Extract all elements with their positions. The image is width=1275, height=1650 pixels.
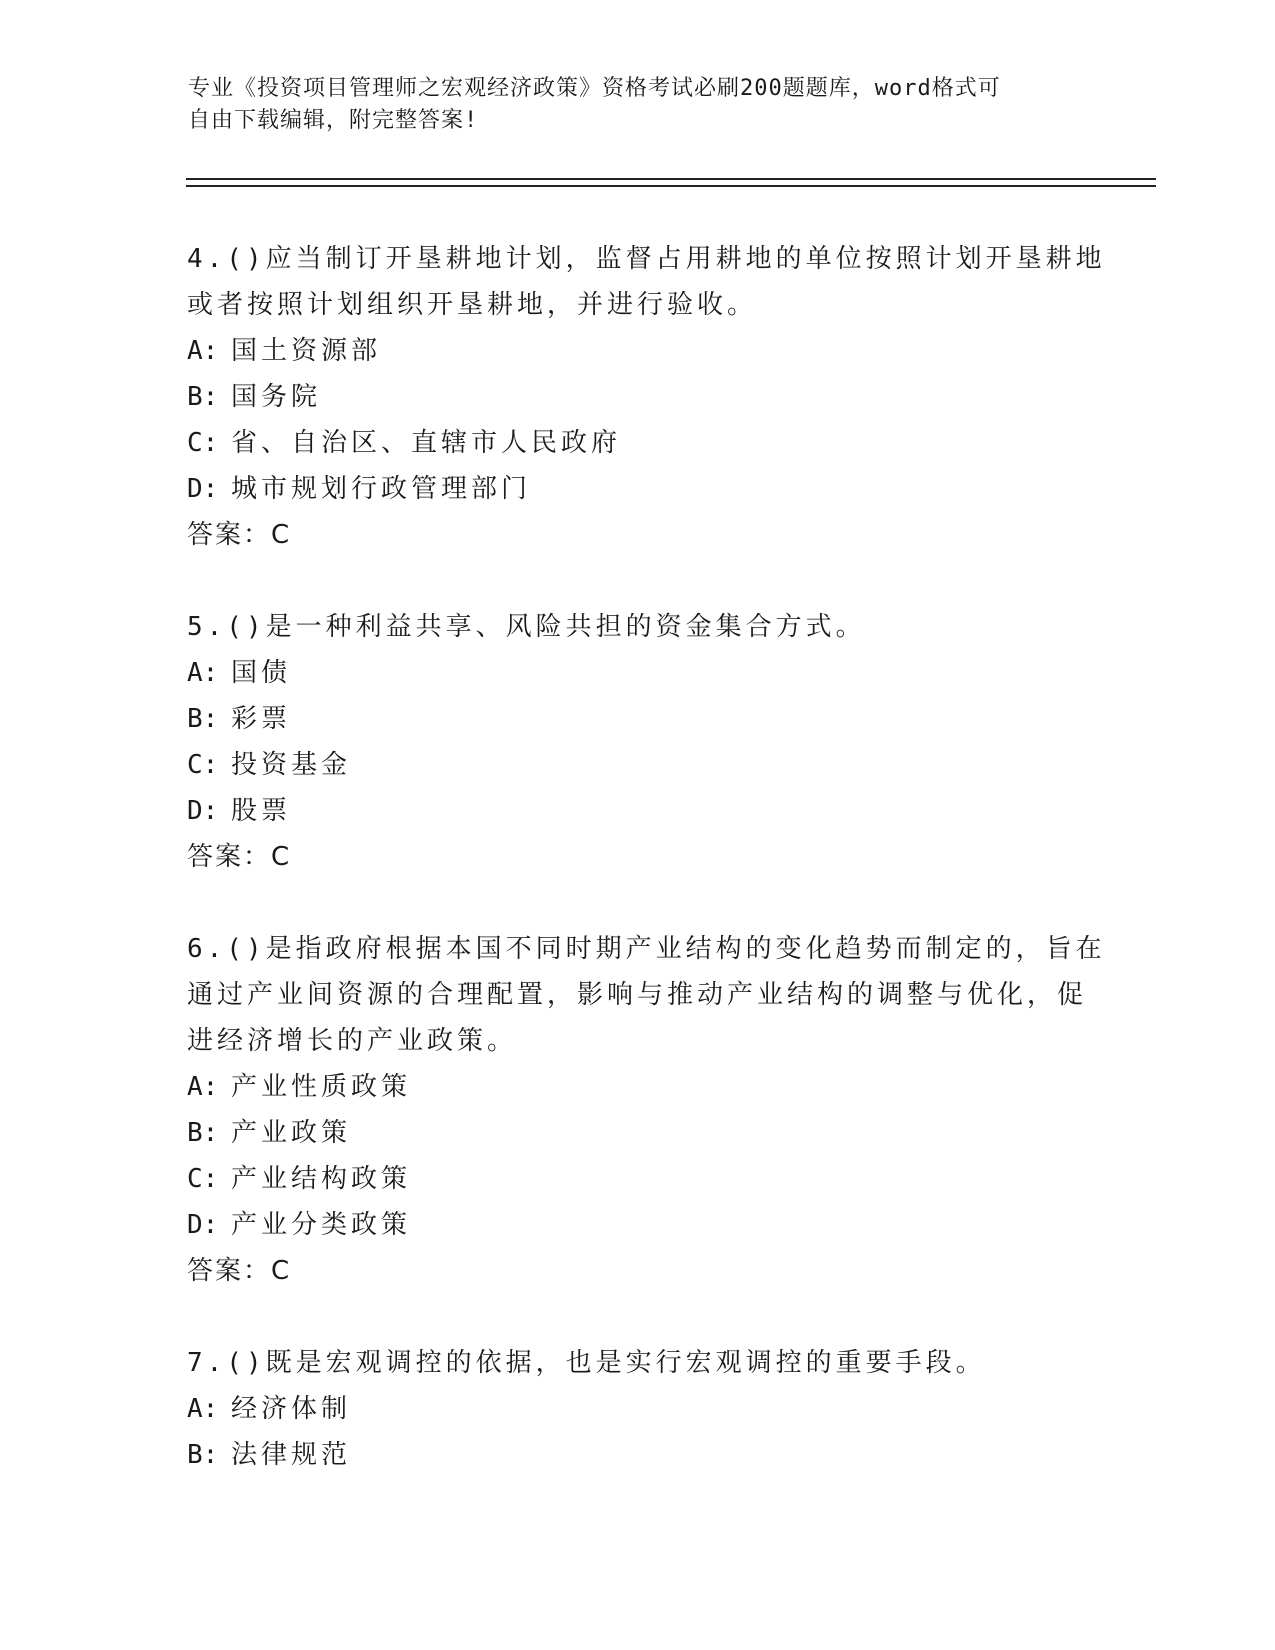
option-text: 国债 <box>231 658 292 688</box>
option-text: 国务院 <box>231 382 322 412</box>
option-label: A: <box>187 1394 219 1424</box>
option-text: 城市规划行政管理部门 <box>231 474 532 504</box>
question-list <box>187 236 1106 1524</box>
option-label: D: <box>187 1210 219 1240</box>
option-text: 投资基金 <box>231 750 352 780</box>
option-label: A: <box>187 658 219 688</box>
option-c <box>187 1156 1087 1202</box>
question-item <box>187 236 1106 558</box>
question-text <box>187 236 1106 328</box>
option-label: B: <box>187 704 219 734</box>
option-d <box>187 788 1087 834</box>
option-text: 彩票 <box>231 704 292 734</box>
option-b <box>187 696 1087 742</box>
question-line: 4.()应当制订开垦耕地计划，监督占用耕地的单位按照计划开垦耕地 <box>187 244 1106 274</box>
option-label: A: <box>187 336 219 366</box>
option-text: 产业性质政策 <box>231 1072 412 1102</box>
option-text: 产业分类政策 <box>231 1210 412 1240</box>
answer-line: 答案：C <box>187 1256 292 1286</box>
header-line: 专业《投资项目管理师之宏观经济政策》资格考试必刷200题题库，word格式可 <box>188 76 1001 101</box>
option-a <box>187 328 1087 374</box>
option-text: 产业政策 <box>231 1118 352 1148</box>
option-label: A: <box>187 1072 219 1102</box>
question-item <box>187 604 1087 880</box>
option-label: D: <box>187 474 219 504</box>
question-line: 7.()既是宏观调控的依据，也是实行宏观调控的重要手段。 <box>187 1348 986 1378</box>
header-divider <box>186 178 1156 187</box>
option-a <box>187 1386 1087 1432</box>
question-line: 进经济增长的产业政策。 <box>187 1026 518 1056</box>
option-b <box>187 374 1087 420</box>
option-label: D: <box>187 796 219 826</box>
question-line: 通过产业间资源的合理配置，影响与推动产业结构的调整与优化，促 <box>187 980 1088 1010</box>
option-text: 法律规范 <box>231 1440 352 1470</box>
option-label: C: <box>187 750 219 780</box>
option-text: 国土资源部 <box>231 336 382 366</box>
header-line: 自由下载编辑，附完整答案! <box>188 108 479 133</box>
answer-line: 答案：C <box>187 520 292 550</box>
answer-line: 答案：C <box>187 842 292 872</box>
option-label: C: <box>187 428 219 458</box>
question-item <box>187 926 1106 1294</box>
option-label: B: <box>187 382 219 412</box>
option-a <box>187 1064 1087 1110</box>
question-text <box>187 1340 1087 1386</box>
option-b <box>187 1432 1087 1478</box>
option-text: 经济体制 <box>231 1394 352 1424</box>
option-text: 产业结构政策 <box>231 1164 412 1194</box>
question-text <box>187 926 1106 1064</box>
option-label: B: <box>187 1118 219 1148</box>
option-text: 股票 <box>231 796 292 826</box>
question-line: 或者按照计划组织开垦耕地，并进行验收。 <box>187 290 758 320</box>
option-label: C: <box>187 1164 219 1194</box>
option-a <box>187 650 1087 696</box>
option-b <box>187 1110 1087 1156</box>
question-item <box>187 1340 1087 1478</box>
question-line: 6.()是指政府根据本国不同时期产业结构的变化趋势而制定的，旨在 <box>187 934 1106 964</box>
document-header <box>188 73 1068 137</box>
option-label: B: <box>187 1440 219 1470</box>
option-text: 省、自治区、直辖市人民政府 <box>231 428 622 458</box>
option-c <box>187 742 1087 788</box>
option-d <box>187 1202 1087 1248</box>
option-c <box>187 420 1087 466</box>
option-d <box>187 466 1087 512</box>
question-text <box>187 604 1087 650</box>
question-line: 5.()是一种利益共享、风险共担的资金集合方式。 <box>187 612 866 642</box>
